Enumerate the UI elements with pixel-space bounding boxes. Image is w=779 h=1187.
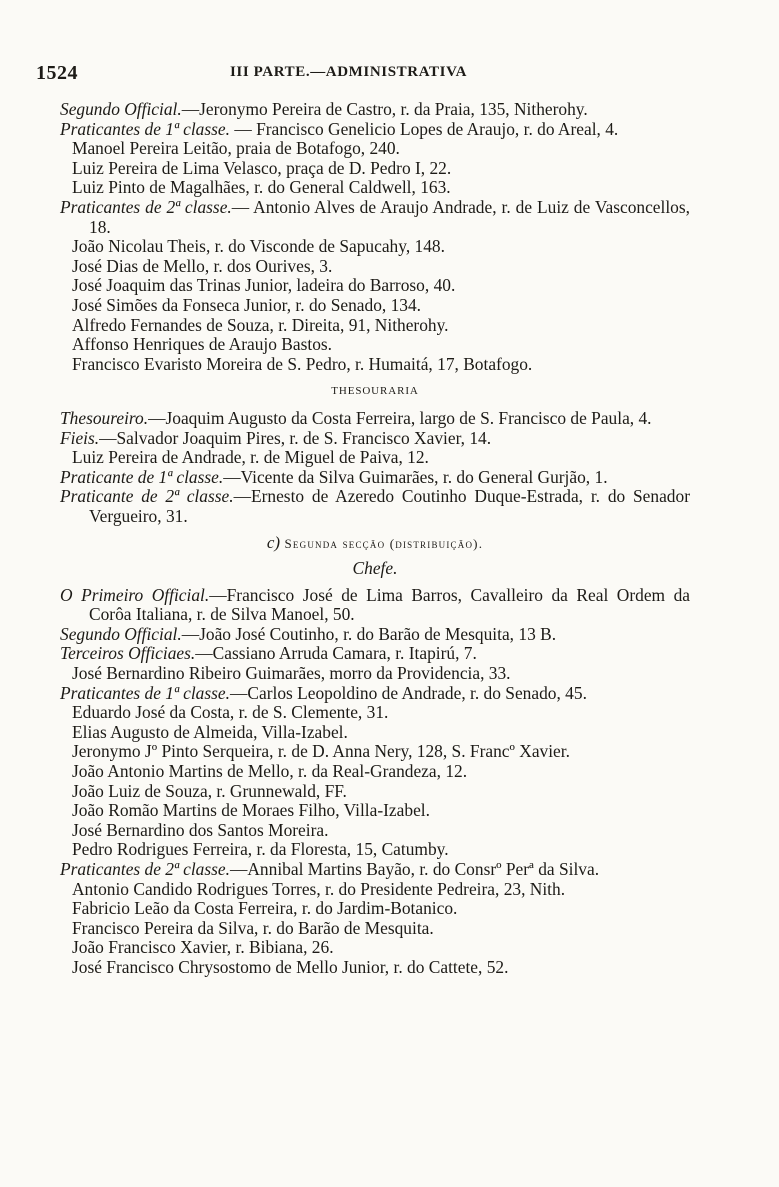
directory-entry [60,801,690,821]
entry-role: Segundo Official. [60,99,182,119]
entry-text: —Cassiano Arruda Camara, r. Itapirú, 7. [195,643,477,664]
page-number: 1524 [36,62,78,84]
directory-entry [60,296,690,316]
entry-role: Praticante de 1ª classe. [60,466,224,487]
directory-entry [60,684,690,704]
entry-text: Luiz Pereira de Lima Velasco, praça de D. Pedro I, 22. [72,157,452,178]
entry-text: José Francisco Chrysostomo de Mello Junior, r. do Cattete, 52. [72,956,509,977]
entry-text: José Simões da Fonseca Junior, r. do Senado, 134. [72,294,422,315]
entry-text: Alfredo Fernandes de Souza, r. Direita, 91, Nitherohy. [72,314,449,335]
entry-role: Segundo Official. [60,623,182,644]
entry-role: O Primeiro Official. [60,584,210,605]
directory-entry [60,159,690,179]
entry-role: Praticantes de 2ª classe. [60,858,230,879]
entry-text: —Salvador Joaquim Pires, r. de S. Francisco Xavier, 14. [99,427,492,448]
running-title: III PARTE.—ADMINISTRATIVA [230,64,468,80]
directory-entry [60,257,690,277]
directory-entry [60,723,690,743]
entries-group-c [60,586,690,978]
directory-entry [60,625,690,645]
entry-role: Praticante de 2ª classe. [60,486,234,507]
running-header [36,62,686,86]
entry-text: José Dias de Mello, r. dos Ourives, 3. [72,255,333,276]
entry-text: — Antonio Alves de Araujo Andrade, r. de Luiz de Vasconcellos, 18. [89,196,690,237]
directory-entry [60,742,690,762]
directory-entry [60,335,690,355]
entry-text: Affonso Henriques de Araujo Bastos. [72,334,333,355]
directory-entry [60,821,690,841]
directory-entry [60,899,690,919]
entries-group-b [60,409,690,527]
entry-text: —João José Coutinho, r. do Barão de Mesquita, 13 B. [181,623,557,644]
entry-text: —Ernesto de Azeredo Coutinho Duque-Estrada, r. do Senador Vergueiro, 31. [89,486,690,526]
entry-text: —Annibal Martins Bayão, r. do Consrº Perª da Silva. [229,858,600,879]
entry-text: Jeronymo Jº Pinto Serqueira, r. de D. Anna Nery, 128, S. Francº Xavier. [72,741,570,762]
directory-entry [60,355,690,375]
directory-entry [60,468,690,488]
directory-entry [60,429,690,449]
entry-text: —Carlos Leopoldino de Andrade, r. do Senado, 45. [229,682,587,703]
directory-entry [60,586,690,625]
entry-text: Manoel Pereira Leitão, praia de Botafogo, 240. [72,138,400,159]
entry-text: José Joaquim das Trinas Junior, ladeira do Barroso, 40. [72,275,456,296]
section-heading-thesouraria: THESOURARIA [331,385,419,398]
entry-text: José Bernardino Ribeiro Guimarães, morro da Providencia, 33. [72,663,511,684]
directory-entry [60,860,690,880]
entry-text: Elias Augusto de Almeida, Villa-Izabel. [72,721,348,742]
directory-entry [60,840,690,860]
directory-entry [60,958,690,978]
entry-role: Praticantes de 1ª classe. [60,118,230,139]
entry-text: João Francisco Xavier, r. Bibiana, 26. [72,937,334,958]
entry-text: Antonio Candido Rodrigues Torres, r. do Presidente Pedreira, 23, Nith. [72,878,566,899]
entry-text: João Luiz de Souza, r. Grunnewald, FF. [72,780,347,801]
entry-role: Praticantes de 1ª classe. [60,682,230,703]
entry-text: —Vicente da Silva Guimarães, r. do General Gurjão, 1. [223,466,608,487]
directory-entry [60,120,690,140]
entry-text: Luiz Pereira de Andrade, r. de Miguel de Paiva, 12. [72,447,429,468]
directory-entry [60,276,690,296]
entry-text: Pedro Rodrigues Ferreira, r. da Floresta, 15, Catumby. [72,839,449,860]
directory-entry [60,664,690,684]
section-title: Segunda secção (distribuição). [284,536,484,552]
subheading-chefe: Chefe. [352,558,398,579]
directory-entry [60,237,690,257]
directory-entry [60,100,690,120]
section-heading-segunda-seccao [60,533,690,554]
directory-entry [60,198,690,237]
directory-entry [60,703,690,723]
entry-text: João Nicolau Theis, r. do Visconde de Sapucahy, 148. [72,236,445,257]
directory-entry [60,762,690,782]
entry-text: —Francisco José de Lima Barros, Cavalleiro da Real Ordem da Corôa Italiana, r. de Silva Manoel, 50. [89,584,691,625]
directory-entry [60,644,690,664]
entry-text: Eduardo José da Costa, r. de S. Clemente, 31. [72,702,389,723]
directory-entry [60,409,690,429]
directory-entry [60,782,690,802]
entry-role: Thesoureiro. [60,407,149,428]
entry-text: Francisco Evaristo Moreira de S. Pedro, r. Humaitá, 17, Botafogo. [72,353,533,374]
entry-text: Francisco Pereira da Silva, r. do Barão de Mesquita. [72,917,434,938]
directory-entry [60,448,690,468]
entry-text: João Antonio Martins de Mello, r. da Real-Grandeza, 12. [72,761,468,781]
directory-entry [60,487,690,526]
directory-entry [60,880,690,900]
entry-text: João Romão Martins de Moraes Filho, Villa-Izabel. [72,800,430,821]
directory-entry [60,139,690,159]
directory-entry [60,919,690,939]
document-body [60,100,690,978]
entry-text: Luiz Pinto de Magalhães, r. do General Caldwell, 163. [72,177,451,198]
entry-role: Fieis. [60,427,100,448]
entry-text: —Jeronymo Pereira de Castro, r. da Praia, 135, Nitherohy. [181,99,588,119]
directory-entry [60,938,690,958]
entry-text: —Joaquim Augusto da Costa Ferreira, largo de S. Francisco de Paula, 4. [148,407,652,428]
section-letter: c) [266,533,281,553]
entry-text: Fabricio Leão da Costa Ferreira, r. do Jardim-Botanico. [72,898,458,919]
directory-entry [60,178,690,198]
directory-entry [60,316,690,336]
entry-text: — Francisco Genelicio Lopes de Araujo, r. do Areal, 4. [229,118,619,139]
entry-role: Terceiros Officiaes. [60,643,196,664]
entry-role: Praticantes de 2ª classe. [60,196,232,217]
entry-text: José Bernardino dos Santos Moreira. [72,819,329,840]
entries-group-a [60,100,690,374]
